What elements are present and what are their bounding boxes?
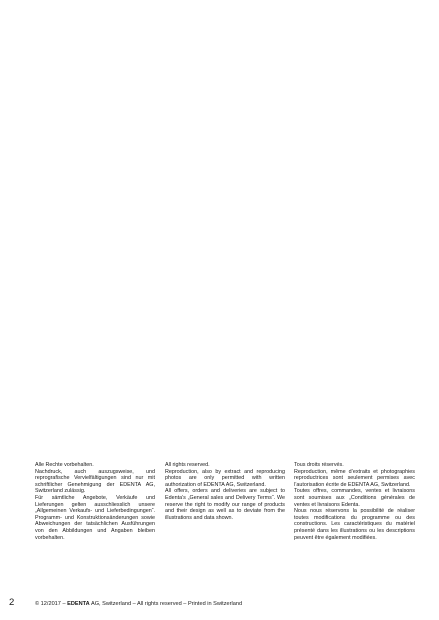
legal-notice-block (35, 462, 420, 582)
brand-name: EDENTA (67, 601, 90, 607)
reproduction-notice-fr: Reproduction, même d’extraits et photographies reproductrices sont seulement permises avec l’autorisation écrite de EDENTA AG, Switzerland. (294, 468, 415, 488)
modification-notice-fr: Nous nous réservons la possibilité de réaliser toutes modifications du programme ou des constructions. Les caractéristiques du matériel présenté dans les illustrations ou les descriptions peuvent être également modifiées. (294, 508, 415, 541)
rights-reserved-en: All rights reserved. (165, 462, 210, 468)
copyright-suffix: AG, Switzerland – All rights reserved – Printed in Switzerland (89, 601, 243, 607)
terms-notice-fr: Toutes offres, commandes, ventes et livraisons sont soumises aux „Conditions générales de ventes et livraisons Edenta. (294, 488, 415, 508)
reproduction-notice-de: Nachdruck, auch auszugsweise, und reprografische Vervielfältigungen sind nur mit schriftlicher Genehmigung der EDENTA AG, Switzerland zulässig. (35, 468, 155, 495)
rights-reserved-fr: Tous droits réservés. (294, 462, 344, 468)
legal-notice-german (35, 462, 155, 541)
rights-reserved-de: Alle Rechte vorbehalten. (35, 462, 94, 468)
copyright-prefix: © 12/2017 – (35, 601, 68, 607)
legal-notice-french (294, 462, 415, 541)
legal-notice-english (165, 462, 285, 521)
page-number: 2 (9, 597, 15, 608)
terms-notice-de: Für sämtliche Angebote, Verkäufe und Lieferungen gelten ausschliesslich unsere „Allgemeinen Verkaufs- und Lieferbedingungen“. Programm- und Konstruktionsänderungen sowie Abweichungen der tatsächlichen Ausführungen von den Abbildungen und Angaben bleiben vorbehalten. (35, 494, 155, 541)
terms-notice-en: All offers, orders and deliveries are subject to Edenta’s „General sales and Delivery Terms“. We reserve the right to modify our range of products and their design as well as to deviate from the illustrations and data shown. (165, 488, 285, 521)
copyright-footer (35, 601, 242, 608)
reproduction-notice-en: Reproduction, also by extract and reproducing photos are only permitted with written authorization of EDENTA AG, Switzerland. (165, 468, 285, 488)
